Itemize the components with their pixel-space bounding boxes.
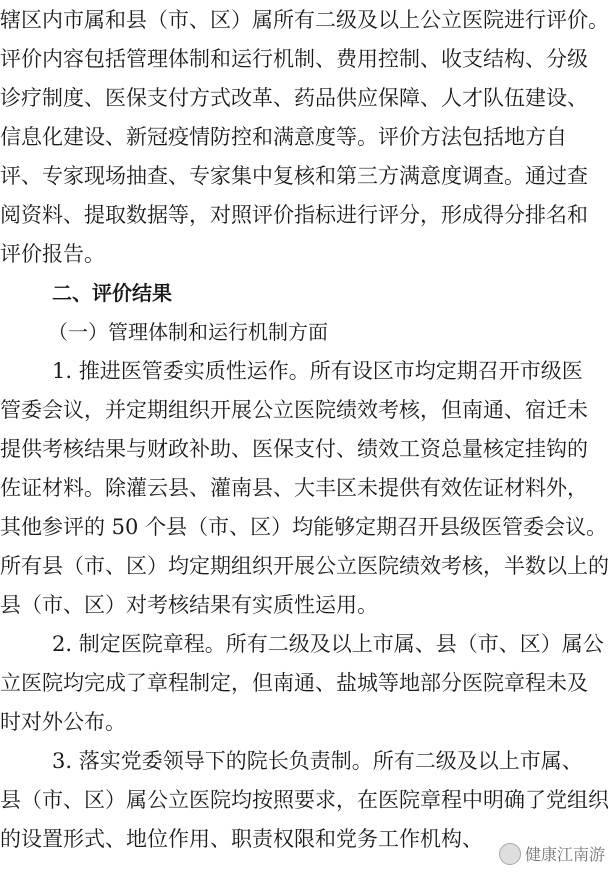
text-line: 的设置形式、地位作用、职责权限和党务工作机构、: [0, 827, 483, 851]
subsection-heading: （一）管理体制和运行机制方面: [48, 320, 328, 344]
section-heading: 二、评价结果: [52, 281, 172, 305]
text-line: 评、专家现场抽查、专家集中复核和第三方满意度调查。通过查: [0, 164, 588, 188]
watermark: [499, 842, 605, 865]
text-line: 县（市、区）属公立医院均按照要求，在医院章程中明确了党组织: [0, 788, 609, 812]
text-line: 佐证材料。除灌云县、灌南县、大丰区未提供有效佐证材料外，: [0, 476, 588, 500]
text-line: 1. 推进医管委实质性运作。所有设区市均定期召开市级医: [52, 359, 583, 383]
text-line: 时对外公布。: [0, 710, 126, 734]
text-line: 阅资料、提取数据等，对照评价指标进行评分，形成得分排名和: [0, 203, 588, 227]
text-line: 其他参评的 50 个县（市、区）均能够定期召开县级医管委会议。: [0, 515, 608, 539]
text-line: 所有县（市、区）均定期组织开展公立医院绩效考核，半数以上的: [0, 554, 609, 578]
text-line: 管委会议，并定期组织开展公立医院绩效考核，但南通、宿迁未: [0, 398, 588, 422]
text-line: 诊疗制度、医保支付方式改革、药品供应保障、人才队伍建设、: [0, 86, 588, 110]
text-line: 提供考核结果与财政补助、医保支付、绩效工资总量核定挂钩的: [0, 437, 588, 461]
text-line: 3. 落实党委领导下的院长负责制。所有二级及以上市属、: [52, 749, 583, 773]
text-line: 评价内容包括管理体制和运行机制、费用控制、收支结构、分级: [0, 47, 588, 71]
text-line: 辖区内市属和县（市、区）属所有二级及以上公立医院进行评价。: [0, 8, 609, 32]
text-line: 评价报告。: [0, 242, 105, 266]
wechat-account-icon: [499, 843, 521, 865]
text-line: 2. 制定医院章程。所有二级及以上市属、县（市、区）属公: [52, 632, 604, 656]
watermark-text: 健康江南游: [525, 842, 605, 865]
text-line: 县（市、区）对考核结果有实质性运用。: [0, 593, 378, 617]
text-line: 信息化建设、新冠疫情防控和满意度等。评价方法包括地方自: [0, 125, 567, 149]
text-line: 立医院均完成了章程制定，但南通、盐城等地部分医院章程未及: [0, 671, 588, 695]
